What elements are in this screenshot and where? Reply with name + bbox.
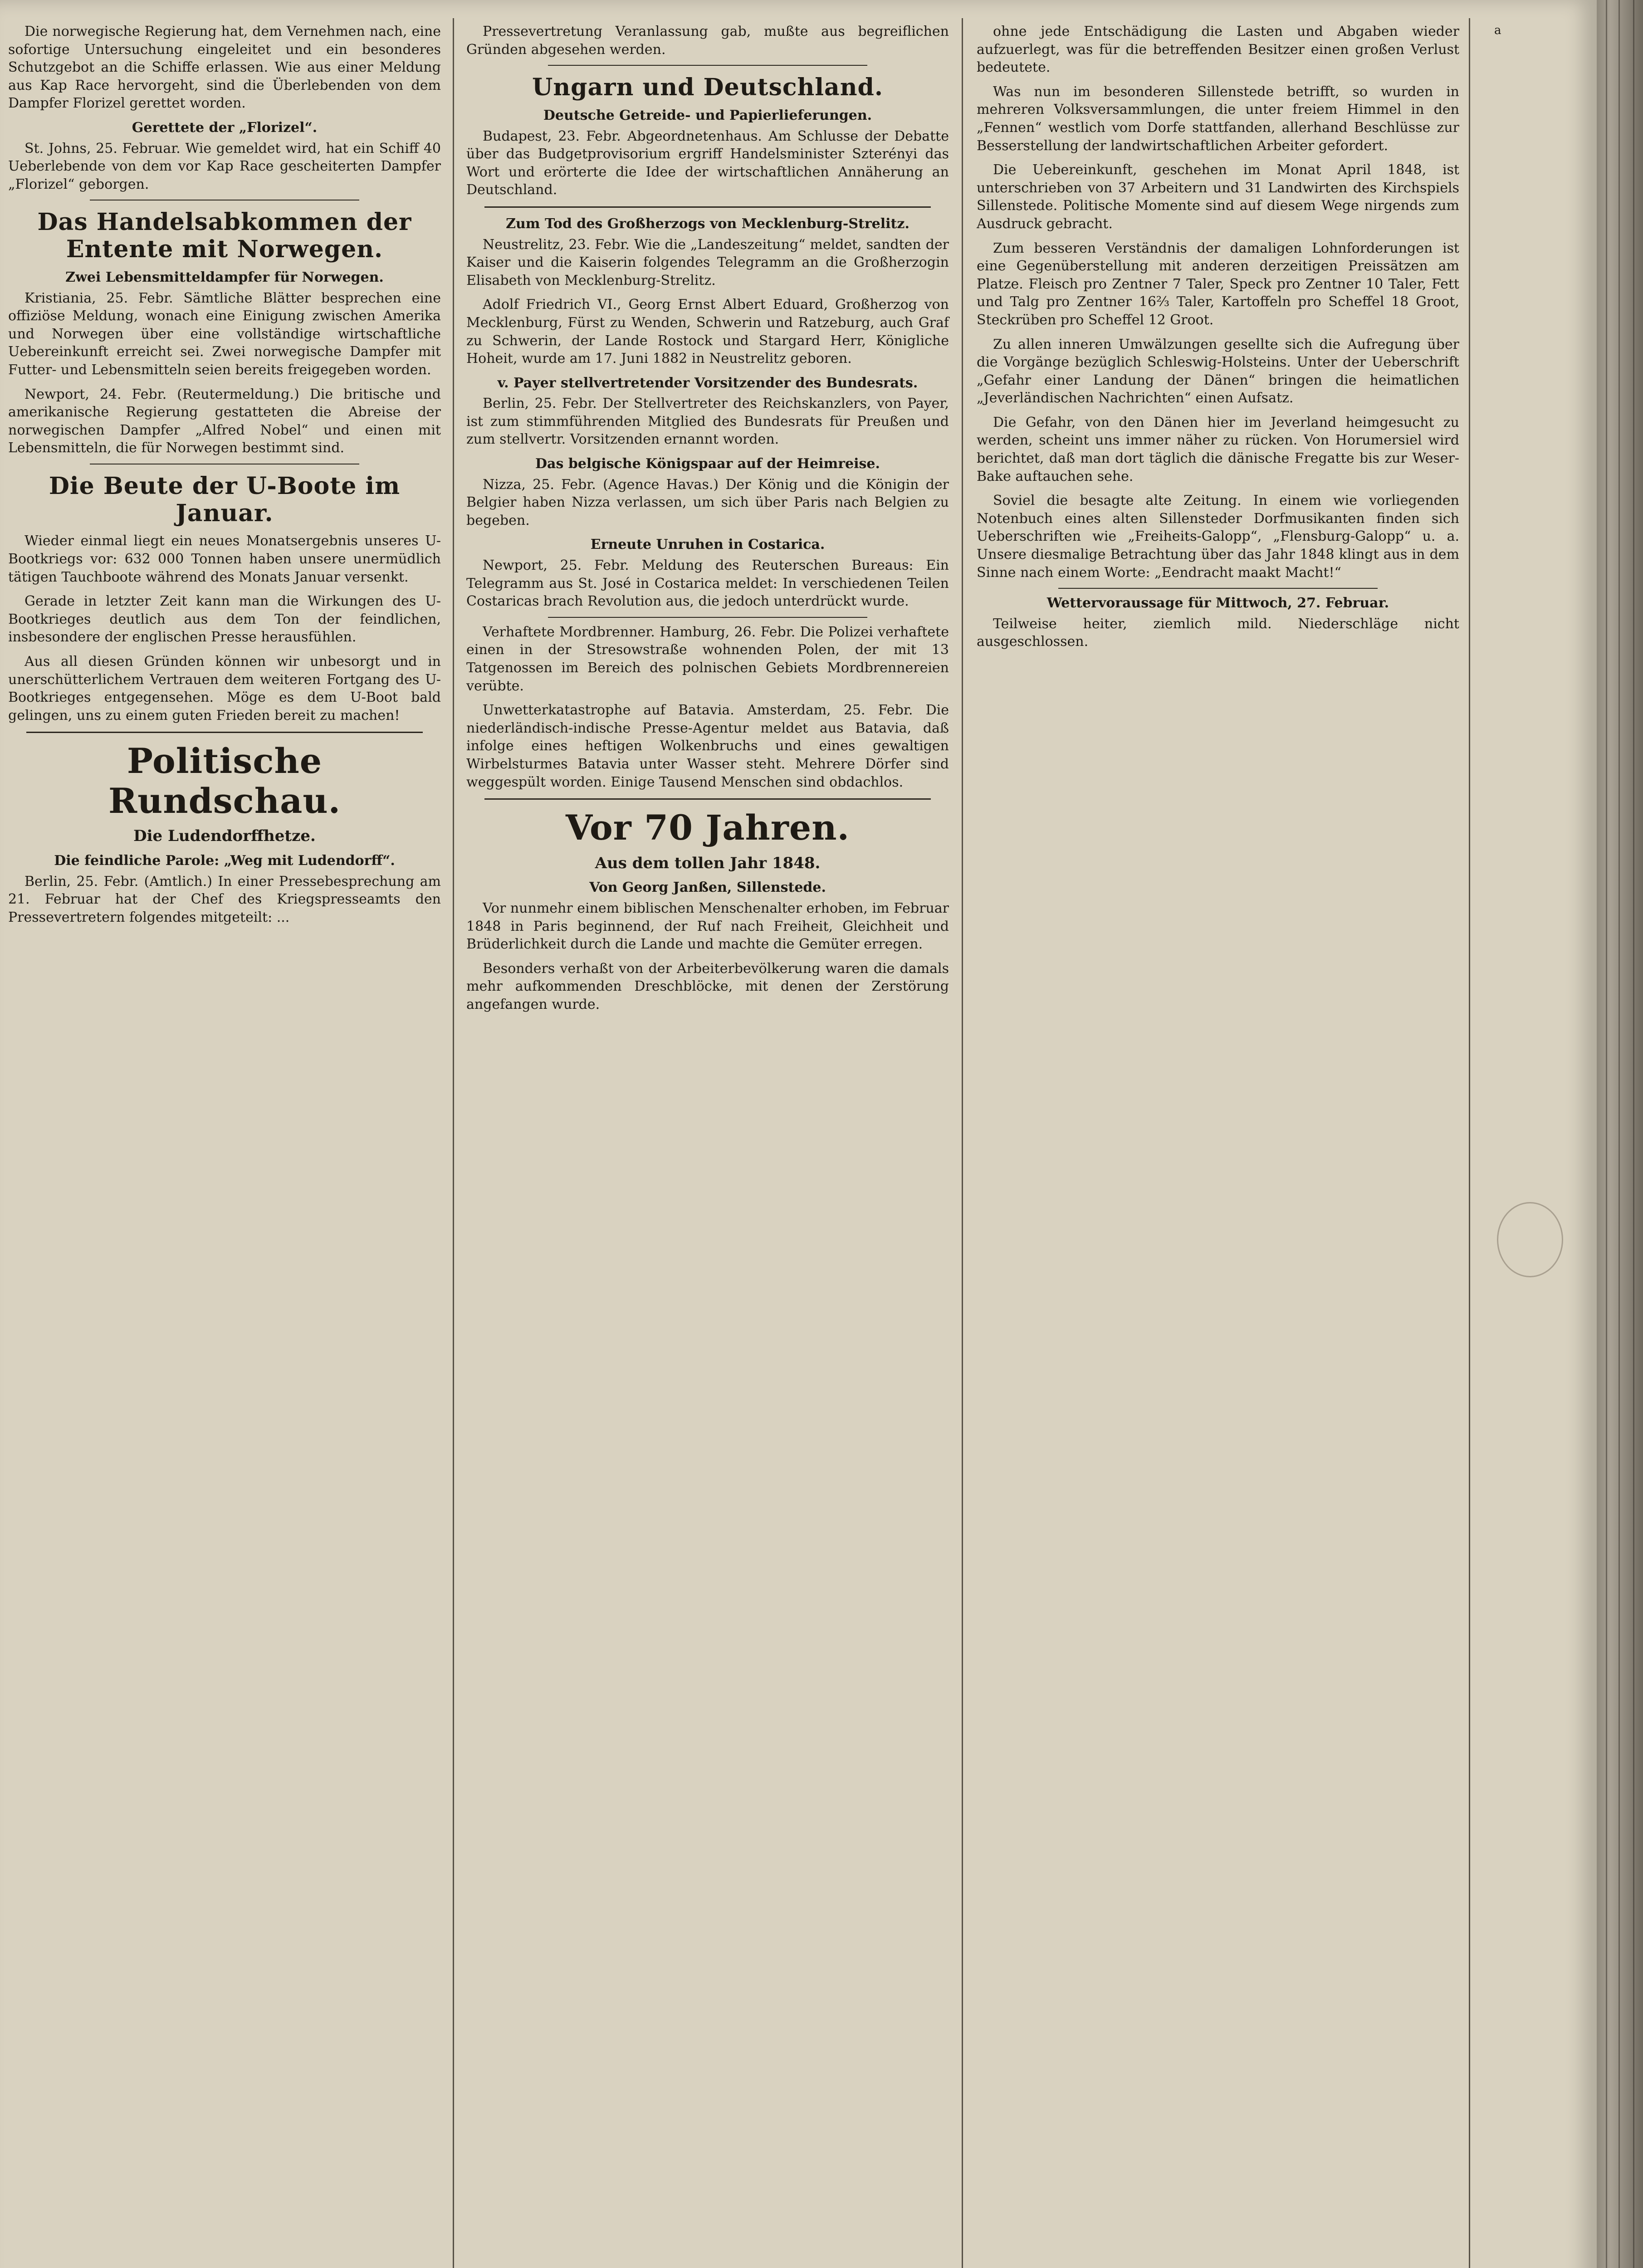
weather-heading: Wettervoraussage für Mittwoch, 27. Februar. (1046, 595, 1389, 611)
divider (26, 732, 423, 733)
article-continuation: Die norwegische Regierung hat, dem Vernehmen nach, eine sofortige Untersuchung eingeleitet und ein besonderes Schutzgebot an die Schiffe erlassen. Wie aus einer Meldung aus Kap Race hervorgeht, sind die Überlebenden von dem Dampfer Florizel gerettet worden. (8, 24, 441, 112)
divider (1058, 588, 1378, 589)
binding-line (1606, 0, 1607, 2268)
mecklenburg-text-1: Neustrelitz, 23. Febr. Wie die „Landeszeitung“ meldet, sandten der Kaiser und die Kaiserin folgendes Telegramm an die Großherzogin Elisabeth von Mecklenburg-Strelitz. (466, 236, 949, 288)
murder-text: Verhaftete Mordbrenner. Hamburg, 26. Febr. Die Polizei verhaftete einen in der Stresowstraße wohnenden Polen, der mit 13 Tatgenossen im Bereich des polnischen Gebiets Mordbrennereien verübte. (466, 624, 949, 694)
mecklenburg-text-2: Adolf Friedrich VI., Georg Ernst Albert Eduard, Großherzog von Mecklenburg, Fürst zu Wenden, Schwerin und Ratzeburg, auch Graf zu Schwerin, der Lande Rostock und Stargard Herr, Königliche Hoheit, wurde am 17. Juni 1882 in Neustrelitz geboren. (466, 297, 949, 367)
hungary-headline: Ungarn und Deutschland. (532, 73, 884, 102)
column-1 (0, 18, 449, 2268)
margin-pencil-mark (1497, 1202, 1563, 1277)
uboot-text-3: Aus all diesen Gründen können wir unbesorgt und in unerschütterlichem Vertrauen dem weiteren Fortgang des U-Bootkrieges entgegensehen. Möge es dem U-Boot bald gelingen, uns zu einem guten Frieden bereit zu machen! (8, 654, 441, 723)
florizel-heading: Gerettete der „Florizel“. (132, 119, 318, 136)
costarica-heading: Erneute Unruhen in Costarica. (590, 537, 825, 553)
norway-text-2: Newport, 24. Febr. (Reutermeldung.) Die britische und amerikanische Regierung gestatteten die Abreise der norwegischen Dampfer „Alfred Nobel“ und einen mit Lebensmitteln, die für Norwegen bestimmt sind. (8, 386, 441, 456)
politics-subheading: Die Ludendorffhetze. (133, 827, 316, 846)
col3-text-3: Die Uebereinkunft, geschehen im Monat April 1848, ist unterschrieben von 37 Arbeitern und 31 Landwirten des Kirchspiels Sillenstede. Politische Momente sind auf diesem Wege nirgends zum Ausdruck gebracht. (977, 162, 1459, 232)
col3-text-7: Soviel die besagte alte Zeitung. In einem wie vorliegenden Notenbuch eines alten Sillensteder Dorfmusikanten finden sich Ueberschriften wie „Freiheits-Galopp“, „Flensburg-Galopp“ u. a. Unsere diesmalige Betrachtung über das Jahr 1848 klingt aus in dem Sinne nach einem Worte: „Eendracht maakt Macht!“ (977, 493, 1459, 581)
seventy-years-subheading: Aus dem tollen Jahr 1848. (595, 854, 821, 872)
column-4-edge (1470, 18, 1597, 2268)
column-3 (968, 18, 1467, 2268)
politics-headline: Politische Rundschau. (108, 741, 341, 821)
norway-headline: Das Handelsabkommen der Entente mit Norwegen. (37, 208, 412, 264)
hungary-text: Budapest, 23. Febr. Abgeordnetenhaus. Am Schlusse der Debatte über das Budgetprovisorium ergriff Handelsminister Szterényi das Wort und erörterte die Idee der wirtschaftlichen Annäherung an Deutschland. (466, 128, 949, 198)
edge-text: a (1494, 24, 1501, 37)
col3-text-5: Zu allen inneren Umwälzungen gesellte sich die Aufregung über die Vorgänge bezüglich Schleswig-Holsteins. Unter der Ueberschrift „Gefahr einer Landung der Dänen“ bringen die heimatlichen „Jeverländischen Nachrichten“ einen Aufsatz. (977, 336, 1459, 406)
batavia-text: Unwetterkatastrophe auf Batavia. Amsterdam, 25. Febr. Die niederländisch-indische Presse-Agentur meldet aus Batavia, daß infolge eines heftigen Wolkenbruchs und eines gewaltigen Wirbelsturmes Batavia unter Wasser steht. Mehrere Dörfer sind weggespült worden. Einige Tausend Menschen sind obdachlos. (466, 702, 949, 790)
column-rule (453, 18, 454, 2268)
weather-text: Teilweise heiter, ziemlich mild. Niederschläge nicht ausgeschlossen. (977, 616, 1459, 650)
hungary-subheading: Deutsche Getreide- und Papierlieferungen. (543, 107, 872, 123)
payer-heading: v. Payer stellvertretender Vorsitzender des Bundesrats. (497, 375, 918, 391)
costarica-text: Newport, 25. Febr. Meldung des Reuterschen Bureaus: Ein Telegramm aus St. José in Costarica meldet: In verschiedenen Teilen Costaricas brach Revolution aus, die jedoch unterdrückt wurde. (466, 557, 949, 610)
book-binding (1597, 0, 1643, 2268)
politics-text: Berlin, 25. Febr. (Amtlich.) In einer Pressebesprechung am 21. Februar hat der Chef des Kriegspresseamts den Pressevertretern folgendes mitgeteilt: ... (8, 873, 441, 925)
belgium-heading: Das belgische Königspaar auf der Heimreise. (535, 456, 880, 472)
seventy-years-author: Von Georg Janßen, Sillenstede. (589, 880, 826, 896)
seventy-years-headline: Vor 70 Jahren. (566, 807, 850, 848)
divider (548, 65, 867, 66)
binding-line (1619, 0, 1620, 2268)
column-2 (458, 18, 957, 2268)
divider (484, 798, 931, 800)
mecklenburg-heading: Zum Tod des Großherzogs von Mecklenburg-Strelitz. (506, 215, 910, 232)
article-continuation: Pressevertretung Veranlassung gab, mußte aus begreiflichen Gründen abgesehen werden. (466, 24, 949, 58)
seventy-years-text-2: Besonders verhaßt von der Arbeiterbevölkerung waren die damals mehr aufkommenden Dreschblöcke, mit denen der Zerstörung angefangen wurde. (466, 960, 949, 1012)
seventy-years-text-1: Vor nunmehr einem biblischen Menschenalter erhoben, im Februar 1848 in Paris beginnend, der Ruf nach Freiheit, Gleichheit und Brüderlichkeit durch die Lande und machte die Gemüter erregen. (466, 900, 949, 953)
uboot-text-2: Gerade in letzter Zeit kann man die Wirkungen des U-Bootkrieges deutlich aus dem Ton der feindlichen, insbesondere der englischen Presse herausfühlen. (8, 593, 441, 645)
payer-text: Berlin, 25. Febr. Der Stellvertreter des Reichskanzlers, von Payer, ist zum stimmführenden Mitglied des Bundesrats für Preußen und zum stellvertr. Vorsitzenden ernannt worden. (466, 396, 949, 448)
divider (484, 206, 931, 208)
uboot-text-1: Wieder einmal liegt ein neues Monatsergebnis unseres U-Bootkriegs vor: 632 000 Tonnen haben unsere unermüdlich tätigen Tauchboote während des Monats Januar versenkt. (8, 533, 441, 585)
col3-text-6: Die Gefahr, von den Dänen hier im Jeverland heimgesucht zu werden, scheint uns immer näher zu rücken. Von Horumersiel wird berichtet, daß man dort täglich die dänische Fregatte bis zur Weser-Bake auftauchen sehe. (977, 414, 1459, 484)
uboot-headline: Die Beute der U-Boote im Januar. (49, 472, 401, 527)
politics-parole: Die feindliche Parole: „Weg mit Ludendorff“. (54, 853, 395, 869)
column-rule (962, 18, 963, 2268)
belgium-text: Nizza, 25. Febr. (Agence Havas.) Der König und die Königin der Belgier haben Nizza verlassen, um sich über Paris nach Belgien zu begeben. (466, 476, 949, 528)
col3-text-2: Was nun im besonderen Sillenstede betrifft, so wurden in mehreren Volksversammlungen, die unter freiem Himmel in den „Fennen“ westlich vom Dorfe stattfanden, allerhand Beschlüsse zur Besserstellung der landwirtschaftlichen Arbeiter gefordert. (977, 83, 1459, 154)
norway-subheading: Zwei Lebensmitteldampfer für Norwegen. (65, 269, 384, 285)
col3-text-4: Zum besseren Verständnis der damaligen Lohnforderungen ist eine Gegenüberstellung mit anderen derzeitigen Preissätzen am Platze. Fleisch pro Zentner 7 Taler, Speck pro Zentner 10 Taler, Fett und Talg pro Zentner 16⅔ Taler, Kartoffeln pro Scheffel 18 Groot, Steckrüben pro Scheffel 12 Groot. (977, 240, 1459, 328)
florizel-text: St. Johns, 25. Februar. Wie gemeldet wird, hat ein Schiff 40 Ueberlebende von dem vor Kap Race gescheiterten Dampfer „Florizel“ geborgen. (8, 140, 441, 192)
divider (548, 617, 867, 618)
binding-line (1633, 0, 1634, 2268)
norway-text-1: Kristiania, 25. Febr. Sämtliche Blätter besprechen eine offiziöse Meldung, wonach eine Einigung zwischen Amerika und Norwegen über eine vollständige wirtschaftliche Uebereinkunft erreicht sei. Zwei norwegische Dampfer mit Futter- und Lebensmitteln seien bereits freigegeben worden. (8, 290, 441, 378)
article-continuation: ohne jede Entschädigung die Lasten und Abgaben wieder aufzuerlegt, was für die betreffenden Besitzer einen großen Verlust bedeutete. (977, 24, 1459, 76)
